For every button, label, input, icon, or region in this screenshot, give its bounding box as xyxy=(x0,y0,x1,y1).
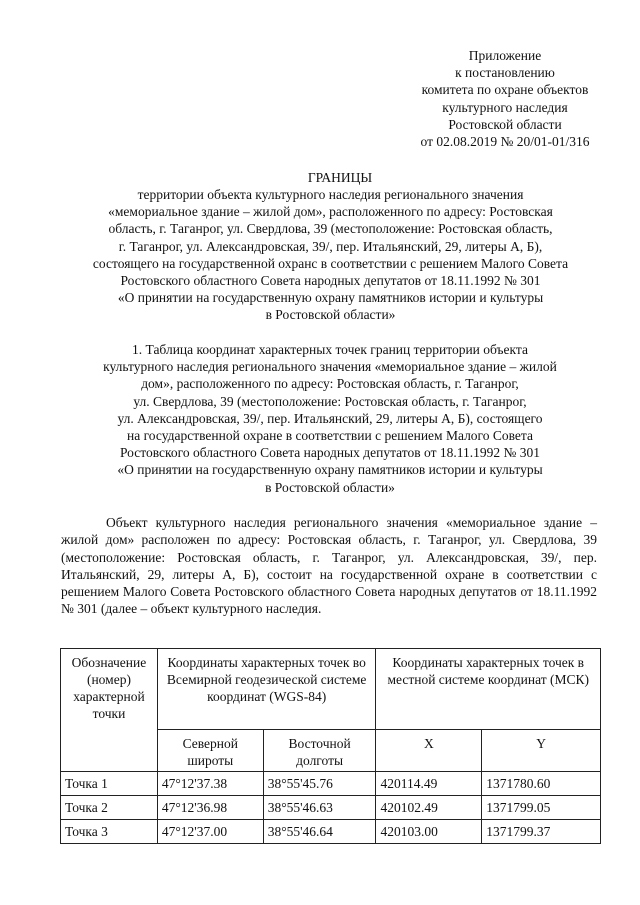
header-y: Y xyxy=(482,730,601,772)
north-latitude: 47°12'37.38 xyxy=(157,772,263,796)
header-wgs: Координаты характерных точек во Всемирной геодезической системе координат (WGS-84) xyxy=(157,649,376,730)
section-line: 1. Таблица координат характерных точек границ территории объекта xyxy=(132,342,528,357)
east-longitude: 38°55'46.64 xyxy=(263,820,376,844)
header-north: Северной широты xyxy=(157,730,263,772)
subtitle-line: г. Таганрог, ул. Александровская, 39/, пер. Итальянский, 29, литеры А, Б), xyxy=(118,238,543,254)
north-latitude: 47°12'37.00 xyxy=(157,820,263,844)
appendix-line: к постановлению xyxy=(455,65,555,81)
x-coordinate: 420103.00 xyxy=(376,820,482,844)
coordinates-table xyxy=(60,648,601,844)
subtitle-line: Ростовского областного Совета народных депутатов от 18.11.1992 № 301 xyxy=(120,273,541,289)
table-row xyxy=(61,796,601,820)
subtitle-line: «мемориальное здание – жилой дом», расположенного по адресу: Ростовская xyxy=(108,204,553,220)
north-latitude: 47°12'36.98 xyxy=(157,796,263,820)
table-row xyxy=(61,772,601,796)
section-line: Ростовского областного Совета народных депутатов от 18.11.1992 № 301 xyxy=(120,445,540,461)
x-coordinate: 420114.49 xyxy=(376,772,482,796)
section-line: дом», расположенного по адресу: Ростовская область, г. Таганрог, xyxy=(141,376,519,392)
section-line: ул. Александровская, 39/, пер. Итальянский, 29, литеры А, Б), состоящего xyxy=(117,410,543,426)
document-title: ГРАНИЦЫ xyxy=(307,170,373,185)
east-longitude: 38°55'46.63 xyxy=(263,796,376,820)
section-line: в Ростовской области» xyxy=(265,479,395,495)
header-designation: Обозначение (номер) характерной точки xyxy=(61,649,158,772)
document-subtitle xyxy=(58,186,603,324)
section-line: культурного наследия регионального значения «мемориальное здание – жилой xyxy=(103,359,557,375)
section-line: ул. Свердлова, 39 (местоположение: Ростовская область, г. Таганрог, xyxy=(133,393,527,409)
section-line: на государственной охране в соответствии с решением Малого Совета xyxy=(127,428,533,444)
x-coordinate: 420102.49 xyxy=(376,796,482,820)
appendix-line: Приложение xyxy=(468,48,542,63)
subtitle-line: состоящего на государственной охранс в соответствии с решением Малого Совета xyxy=(92,255,569,271)
y-coordinate: 1371780.60 xyxy=(482,772,601,796)
body-paragraph: Объект культурного наследия регионального значения «мемориальное здание – жилой дом» расположен по адресу: Ростовская область, г. Таганрог, ул. Свердлова, 39 (местоположение: Ростовская область, г. Таганрог, ул. Александровская, 39/, пер. Итальянский, 29, литеры А, Б), состоит на государственной охране в соответствии с решением Малого Совета Ростовского областного Совета народных депутатов от 18.11.1992 № 301 (далее – объект культурного наследия. xyxy=(61,515,597,617)
appendix-line: от 02.08.2019 № 20/01-01/316 xyxy=(420,134,590,150)
appendix-block xyxy=(380,47,630,150)
subtitle-line: «О принятии на государственную охрану памятников истории и культуры xyxy=(117,290,544,306)
y-coordinate: 1371799.05 xyxy=(482,796,601,820)
appendix-line: культурного наследия xyxy=(442,99,568,115)
appendix-line: комитета по охране объектов xyxy=(421,82,589,98)
section-heading xyxy=(60,341,600,496)
section-line: «О принятии на государственную охрану памятников истории и культуры xyxy=(117,462,543,478)
header-east: Восточной долготы xyxy=(263,730,376,772)
point-name: Точка 2 xyxy=(61,796,158,820)
y-coordinate: 1371799.37 xyxy=(482,820,601,844)
point-name: Точка 3 xyxy=(61,820,158,844)
east-longitude: 38°55'45.76 xyxy=(263,772,376,796)
subtitle-line: территории объекта культурного наследия регионального значения xyxy=(137,187,524,202)
header-x: X xyxy=(376,730,482,772)
table-row xyxy=(61,820,601,844)
header-msk: Координаты характерных точек в местной системе координат (МСК) xyxy=(376,649,601,730)
appendix-line: Ростовской области xyxy=(448,116,562,132)
subtitle-line: в Ростовской области» xyxy=(265,307,396,323)
subtitle-line: область, г. Таганрог, ул. Свердлова, 39 (местоположение: Ростовская область, xyxy=(108,221,553,237)
point-name: Точка 1 xyxy=(61,772,158,796)
